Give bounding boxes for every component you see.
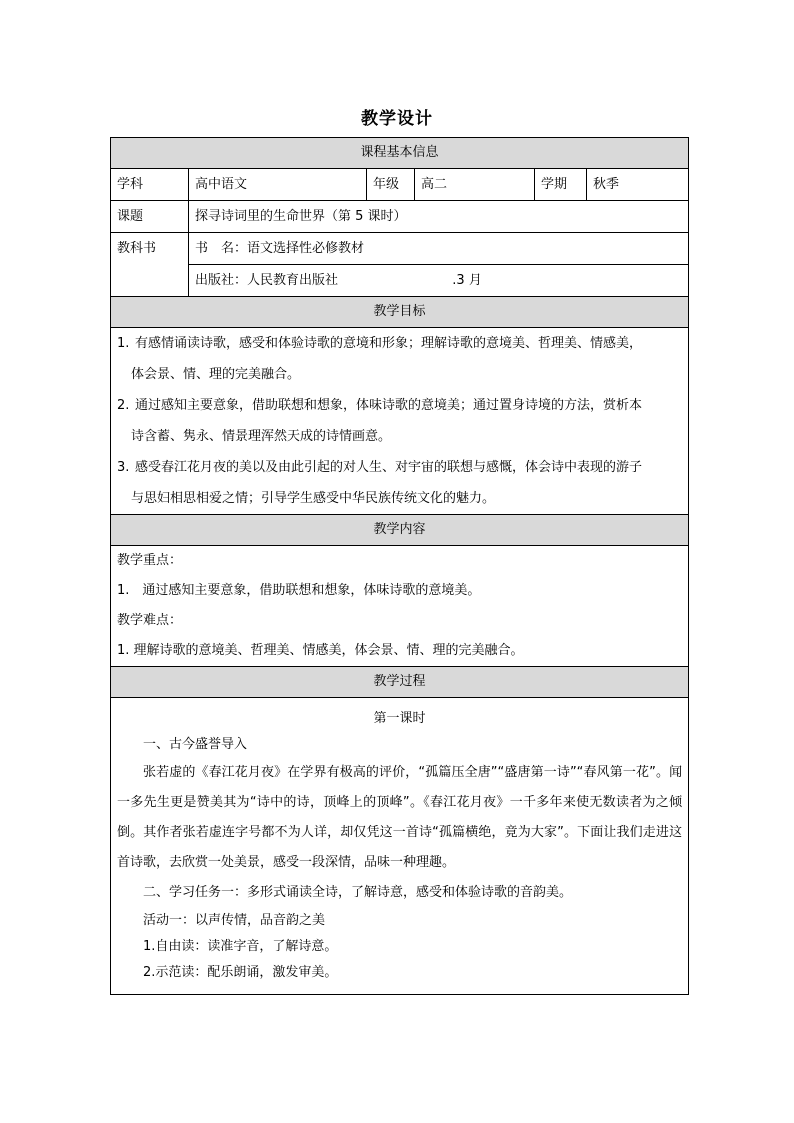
subject-value: 高中语文 [189, 169, 367, 201]
document-title: 教学设计 [361, 109, 433, 129]
step1-title: 一、古今盛誉导入 [143, 737, 248, 752]
key-points-label: 教学重点： [117, 553, 183, 568]
difficult-point-item: 1. 理解诗歌的意境美、哲理美、情感美，体会景、情、理的完美融合。 [117, 643, 524, 658]
term-label: 学期 [535, 169, 587, 201]
grade-label: 年级 [367, 169, 415, 201]
section-header-objectives: 教学目标 [111, 297, 689, 328]
grade-value: 高二 [415, 169, 535, 201]
topic-label: 课题 [111, 201, 189, 233]
subject-label: 学科 [111, 169, 189, 201]
lesson-plan-table [110, 137, 689, 995]
process-item-1: 1.自由读：读准字音，了解诗意。 [143, 939, 338, 954]
content-cell [111, 546, 689, 667]
activity1: 活动一：以声传情，品音韵之美 [143, 913, 326, 928]
objective-item-1: 1. 有感情诵读诗歌，感受和体验诗歌的意境和形象；理解诗歌的意境美、哲理美、情感美， 体会景、情、理的完美融合。 [117, 336, 643, 382]
step1-text: 张若虚的《春江花月夜》在学界有极高的评价，“孤篇压全唐”“盛唐第一诗”“春风第一花”。闻一多先生更是赞美其为“诗中的诗，顶峰上的顶峰”。《春江花月夜》一千多年来使无数读者为之倾倒。其作者张若虚连字号都不为人详，却仅凭这一首诗“孤篇横绝，竟为大家”。下面让我们走进这首诗歌，去欣赏一处美景，感受一段深情，品味一种理趣。 [117, 765, 683, 870]
publisher-line [195, 265, 682, 296]
textbook-label: 教科书 [111, 233, 189, 297]
section-header-content: 教学内容 [111, 515, 689, 546]
process-item-2: 2.示范读：配乐朗诵，激发审美。 [143, 965, 338, 980]
objective-item-2: 2. 通过感知主要意象，借助联想和想象，体味诗歌的意境美；通过置身诗境的方法，赏析本 诗含蓄、隽永、情景理浑然天成的诗情画意。 [117, 398, 643, 444]
process-cell [111, 698, 689, 995]
objectives-cell [111, 328, 689, 515]
objective-item-3: 3. 感受春江花月夜的美以及由此引起的对人生、对宇宙的联想与感慨，体会诗中表现的游子 与思妇相思相爱之情；引导学生感受中华民族传统文化的魅力。 [117, 460, 643, 506]
topic-value: 探寻诗词里的生命世界（第 5 课时） [189, 201, 689, 233]
publisher: 出版社：人民教育出版社 [195, 273, 339, 288]
section-header-process: 教学过程 [111, 667, 689, 698]
difficult-points-label: 教学难点： [117, 613, 183, 628]
term-value: 秋季 [587, 169, 689, 201]
section-header-basic-info: 课程基本信息 [111, 138, 689, 169]
key-point-item: 1. 通过感知主要意象，借助联想和想象，体味诗歌的意境美。 [117, 583, 481, 598]
publish-month: .3 月 [452, 273, 482, 288]
book-name: 书 名：语文选择性必修教材 [189, 233, 688, 265]
lesson-title: 第一课时 [373, 711, 426, 726]
textbook-info [189, 233, 689, 297]
step2-title: 二、学习任务一：多形式诵读全诗，了解诗意，感受和体验诗歌的音韵美。 [143, 885, 573, 900]
